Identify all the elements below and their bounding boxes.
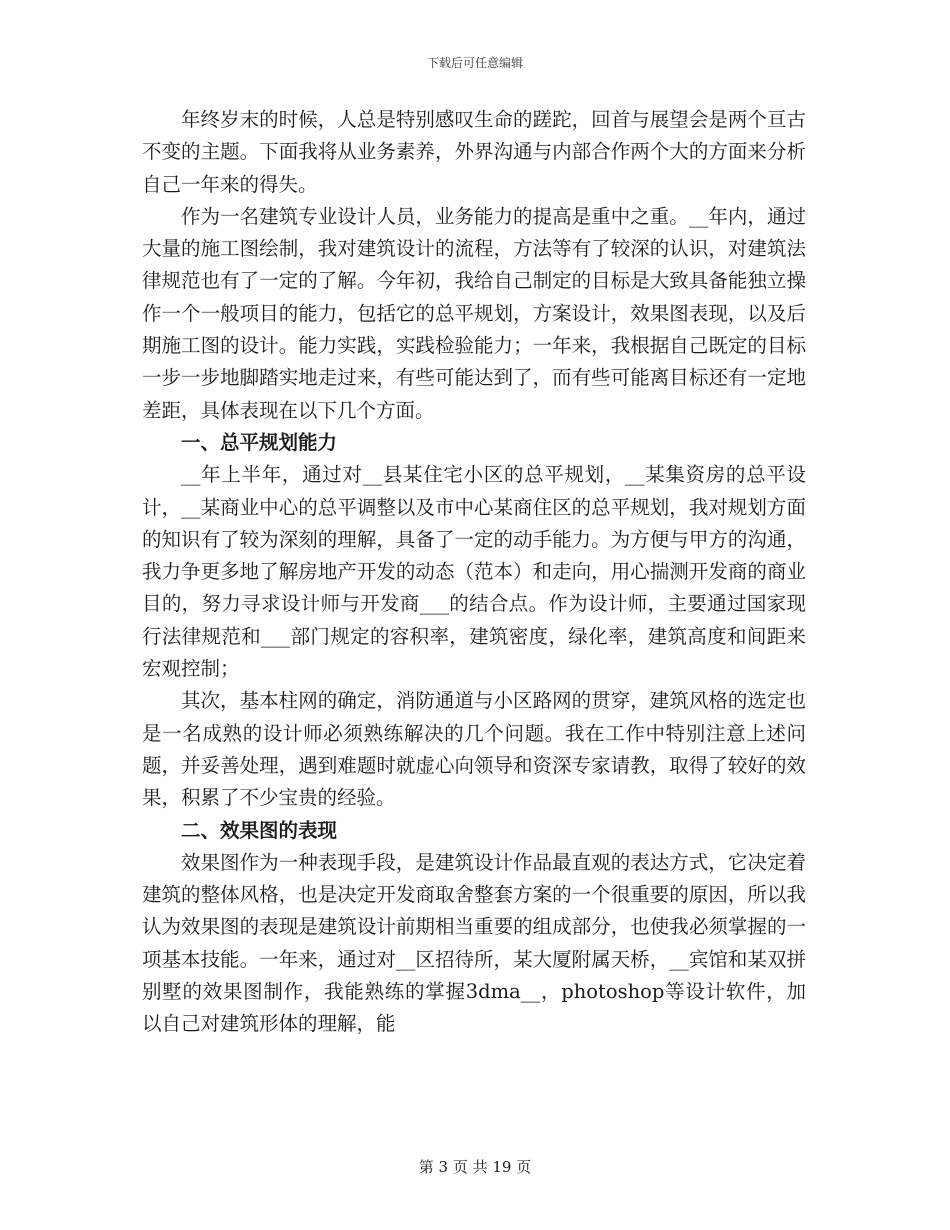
section-heading-2: 二、效果图的表现 — [181, 818, 338, 842]
paragraph-planning: __年上半年，通过对__县某住宅小区的总平规划，__某集资房的总平设计，__某商业中心的总平调整以及市中心某商住区的总平规划，我对规划方面的知识有了较为深刻的理解，具备了一定的动手能力。为方便与甲方的沟通，我力争更多地了解房地产开发的动态（范本）和走向，用心揣测开发商的商业目的，努力寻求设计师与开发商___的结合点。作为设计师，主要通过国家现行法律规范和___部门规定的容积率，建筑密度，绿化率，建筑高度和间距来宏观控制； — [142, 463, 806, 681]
header-note: 下载后可任意编辑 — [426, 56, 523, 70]
section-heading-1: 一、总平规划能力 — [181, 430, 338, 454]
paragraph-planning-2: 其次，基本柱网的确定，消防通道与小区路网的贯穿，建筑风格的选定也是一名成熟的设计师必须熟练解决的几个问题。我在工作中特别注意上述问题，并妥善处理，遇到难题时就虚心向领导和资深专家请教，取得了较好的效果，积累了不少宝贵的经验。 — [142, 689, 806, 810]
page-number: 第 3 页 共 19 页 — [418, 1158, 532, 1176]
paragraph-rendering: 效果图作为一种表现手段，是建筑设计作品最直观的表达方式，它决定着建筑的整体风格，也是决定开发商取舍整套方案的一个很重要的原因，所以我认为效果图的表现是建筑设计前期相当重要的组成部分，也使我必须掌握的一项基本技能。一年来，通过对__区招待所，某大厦附属天桥，__宾馆和某双拼别墅的效果图制作，我能熟练的掌握3dma__，photoshop等设计软件，加以自己对建筑形体的理解，能 — [142, 850, 806, 1036]
document-body — [142, 104, 806, 1041]
paragraph-business-ability: 作为一名建筑专业设计人员，业务能力的提高是重中之重。__年内，通过大量的施工图绘制，我对建筑设计的流程，方法等有了较深的认识，对建筑法律规范也有了一定的了解。今年初，我给自己制定的目标是大致具备能独立操作一个一般项目的能力，包括它的总平规划，方案设计，效果图表现，以及后期施工图的设计。能力实践，实践检验能力；一年来，我根据自己既定的目标一步一步地脚踏实地走过来，有些可能达到了，而有些可能离目标还有一定地差距，具体表现在以下几个方面。 — [142, 204, 806, 422]
paragraph-intro: 年终岁末的时候，人总是特别感叹生命的蹉跎，回首与展望会是两个亘古不变的主题。下面我将从业务素养，外界沟通与内部合作两个大的方面来分析自己一年来的得失。 — [142, 108, 806, 196]
